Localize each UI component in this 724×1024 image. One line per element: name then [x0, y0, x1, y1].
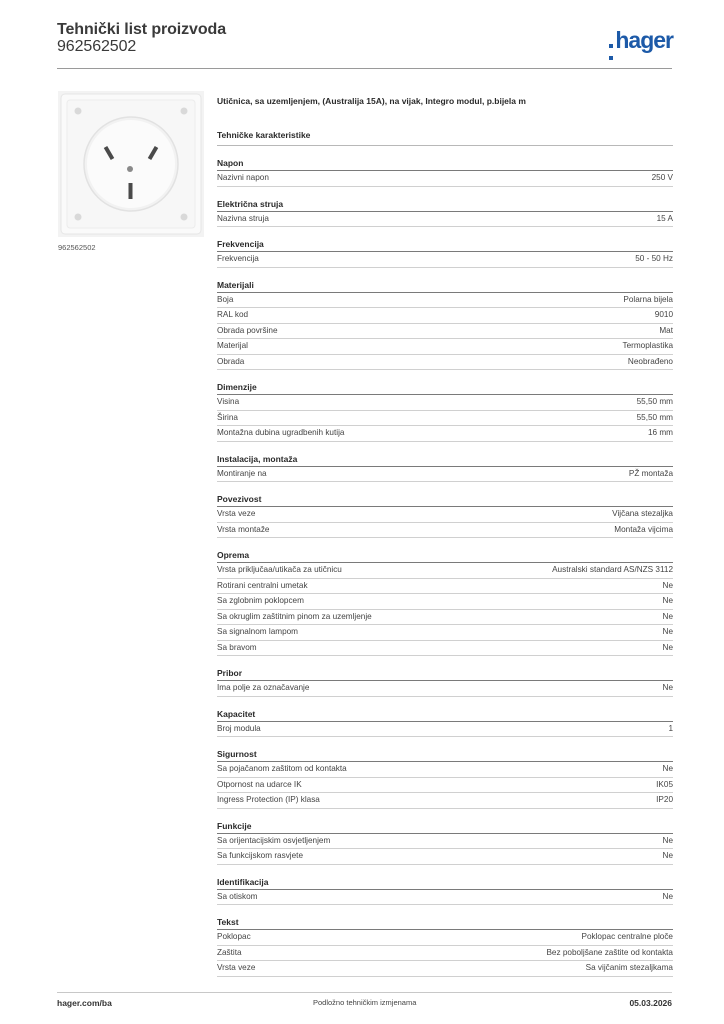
spec-value: PŽ montaža [628, 468, 673, 478]
spec-row [217, 339, 673, 355]
spec-label: Sa otiskom [217, 891, 258, 901]
spec-value: Australski standard AS/NZS 3112 [552, 565, 673, 574]
spec-row [217, 411, 673, 427]
spec-row [217, 641, 673, 657]
spec-value: IK05 [656, 779, 673, 789]
spec-row [217, 793, 673, 809]
spec-row [217, 293, 673, 309]
spec-group [217, 452, 673, 483]
spec-label: Zaštita [217, 947, 242, 957]
spec-row [217, 212, 673, 228]
spec-group-title: Funkcije [217, 819, 673, 834]
spec-label: Frekvencija [217, 254, 259, 263]
spec-value: Vijčana stezaljka [612, 509, 673, 518]
spec-value: 15 A [656, 213, 673, 223]
spec-row [217, 507, 673, 523]
product-code: 962562502 [57, 38, 137, 55]
spec-group [217, 548, 673, 656]
spec-row [217, 395, 673, 411]
spec-value: Poklopac centralne ploče [581, 932, 673, 941]
spec-group [217, 875, 673, 906]
spec-row [217, 252, 673, 268]
socket-outlet-image [58, 91, 204, 237]
spec-row [217, 579, 673, 595]
footer-date: 05.03.2026 [629, 998, 672, 1008]
spec-group-title: Dimenzije [217, 380, 673, 395]
spec-group [217, 492, 673, 538]
product-description: Utičnica, sa uzemljenjem, (Australija 15A), na vijak, Integro modul, p.bijela m [217, 96, 526, 106]
header-divider [57, 68, 672, 69]
spec-value: Sa vijčanim stezaljkama [585, 963, 673, 972]
spec-row [217, 834, 673, 850]
spec-row [217, 930, 673, 946]
spec-row [217, 946, 673, 962]
spec-groups [217, 156, 673, 977]
spec-label: Montažna dubina ugradbenih kutija [217, 428, 345, 437]
spec-value: Termoplastika [622, 341, 673, 350]
spec-row [217, 961, 673, 977]
logo-text: hager [615, 27, 673, 53]
spec-row [217, 308, 673, 324]
spec-value: 50 - 50 Hz [635, 254, 673, 263]
spec-value: 1 [668, 723, 673, 733]
spec-value: 55,50 mm [636, 412, 673, 422]
tech-heading: Tehničke karakteristike [217, 130, 673, 146]
spec-label: Vrsta veze [217, 963, 256, 972]
spec-group [217, 197, 673, 228]
logo-dots-icon [609, 44, 613, 60]
spec-value: Montaža vijcima [614, 524, 673, 534]
spec-label: Montiranje na [217, 468, 267, 478]
footer-website[interactable]: hager.com/ba [57, 998, 112, 1008]
spec-label: Vrsta veze [217, 509, 256, 518]
spec-label: Sa pojačanom zaštitom od kontakta [217, 764, 347, 773]
spec-label: Ima polje za označavanje [217, 683, 310, 692]
spec-label: Sa bravom [217, 642, 257, 652]
footer-divider [57, 992, 672, 993]
spec-group-title: Kapacitet [217, 707, 673, 722]
spec-row [217, 890, 673, 906]
spec-row [217, 426, 673, 442]
spec-group [217, 707, 673, 738]
spec-label: Sa orijentacijskim osvjetljenjem [217, 835, 331, 845]
spec-value: 55,50 mm [636, 397, 673, 406]
spec-value: 250 V [651, 173, 673, 182]
spec-label: Visina [217, 397, 240, 406]
spec-value: Ne [662, 642, 673, 652]
spec-row [217, 171, 673, 187]
spec-group [217, 237, 673, 268]
spec-label: Vrsta montaže [217, 524, 270, 534]
spec-group-title: Električna struja [217, 197, 673, 212]
spec-group [217, 819, 673, 865]
spec-group-title: Pribor [217, 666, 673, 681]
footer-note: Podložno tehničkim izmjenama [313, 998, 417, 1007]
spec-group-title: Povezivost [217, 492, 673, 507]
spec-label: Boja [217, 294, 234, 304]
spec-group [217, 278, 673, 371]
spec-row [217, 467, 673, 483]
spec-label: Nazivna struja [217, 213, 269, 223]
spec-value: Ne [662, 764, 673, 773]
spec-label: Sa okruglim zaštitnim pinom za uzemljenje [217, 611, 372, 621]
spec-group-title: Tekst [217, 915, 673, 930]
spec-group [217, 380, 673, 442]
spec-row [217, 563, 673, 579]
spec-value: Ne [662, 596, 673, 605]
spec-value: Ne [662, 851, 673, 860]
spec-row [217, 523, 673, 539]
spec-label: Sa zglobnim poklopcem [217, 596, 304, 605]
spec-label: Materijal [217, 341, 248, 350]
spec-value: Polarna bijela [623, 294, 673, 304]
spec-group-title: Materijali [217, 278, 673, 293]
spec-value: Mat [659, 325, 673, 335]
spec-group-title: Instalacija, montaža [217, 452, 673, 467]
spec-label: Otpornost na udarce IK [217, 779, 302, 789]
spec-row [217, 722, 673, 738]
spec-label: RAL kod [217, 310, 249, 319]
spec-row [217, 625, 673, 641]
spec-label: Obrada [217, 356, 245, 366]
spec-row [217, 681, 673, 697]
spec-label: Broj modula [217, 723, 261, 733]
page-title: Tehnički list proizvoda [57, 21, 226, 38]
spec-value: Bez poboljšane zaštite od kontakta [546, 947, 673, 957]
image-caption: 962562502 [58, 243, 96, 252]
spec-label: Poklopac [217, 932, 251, 941]
spec-label: Sa funkcijskom rasvjete [217, 851, 304, 860]
spec-group-title: Identifikacija [217, 875, 673, 890]
spec-value: Ne [662, 835, 673, 845]
spec-row [217, 594, 673, 610]
spec-label: Ingress Protection (IP) klasa [217, 795, 320, 804]
spec-label: Rotirani centralni umetak [217, 580, 308, 590]
spec-value: Ne [662, 683, 673, 692]
spec-row [217, 324, 673, 340]
spec-value: Ne [662, 627, 673, 636]
spec-row [217, 778, 673, 794]
spec-label: Sa signalnom lampom [217, 627, 299, 636]
spec-group-title: Frekvencija [217, 237, 673, 252]
spec-label: Vrsta priključaa/utikača za utičnicu [217, 565, 342, 574]
spec-value: Ne [662, 611, 673, 621]
spec-value: IP20 [656, 795, 673, 804]
spec-row [217, 355, 673, 371]
spec-value: Ne [662, 580, 673, 590]
spec-row [217, 762, 673, 778]
spec-value: 16 mm [647, 428, 673, 437]
spec-row [217, 610, 673, 626]
spec-content [217, 95, 673, 977]
spec-group-title: Sigurnost [217, 747, 673, 762]
hager-logo [609, 27, 673, 60]
spec-value: Ne [662, 891, 673, 901]
spec-label: Širina [217, 412, 238, 422]
spec-value: 9010 [654, 310, 673, 319]
spec-group [217, 915, 673, 977]
spec-label: Nazivni napon [217, 173, 269, 182]
spec-group [217, 156, 673, 187]
spec-label: Obrada površine [217, 325, 278, 335]
spec-group [217, 666, 673, 697]
spec-group [217, 747, 673, 809]
spec-value: Neobrađeno [627, 356, 673, 366]
spec-row [217, 849, 673, 865]
spec-group-title: Oprema [217, 548, 673, 563]
spec-group-title: Napon [217, 156, 673, 171]
